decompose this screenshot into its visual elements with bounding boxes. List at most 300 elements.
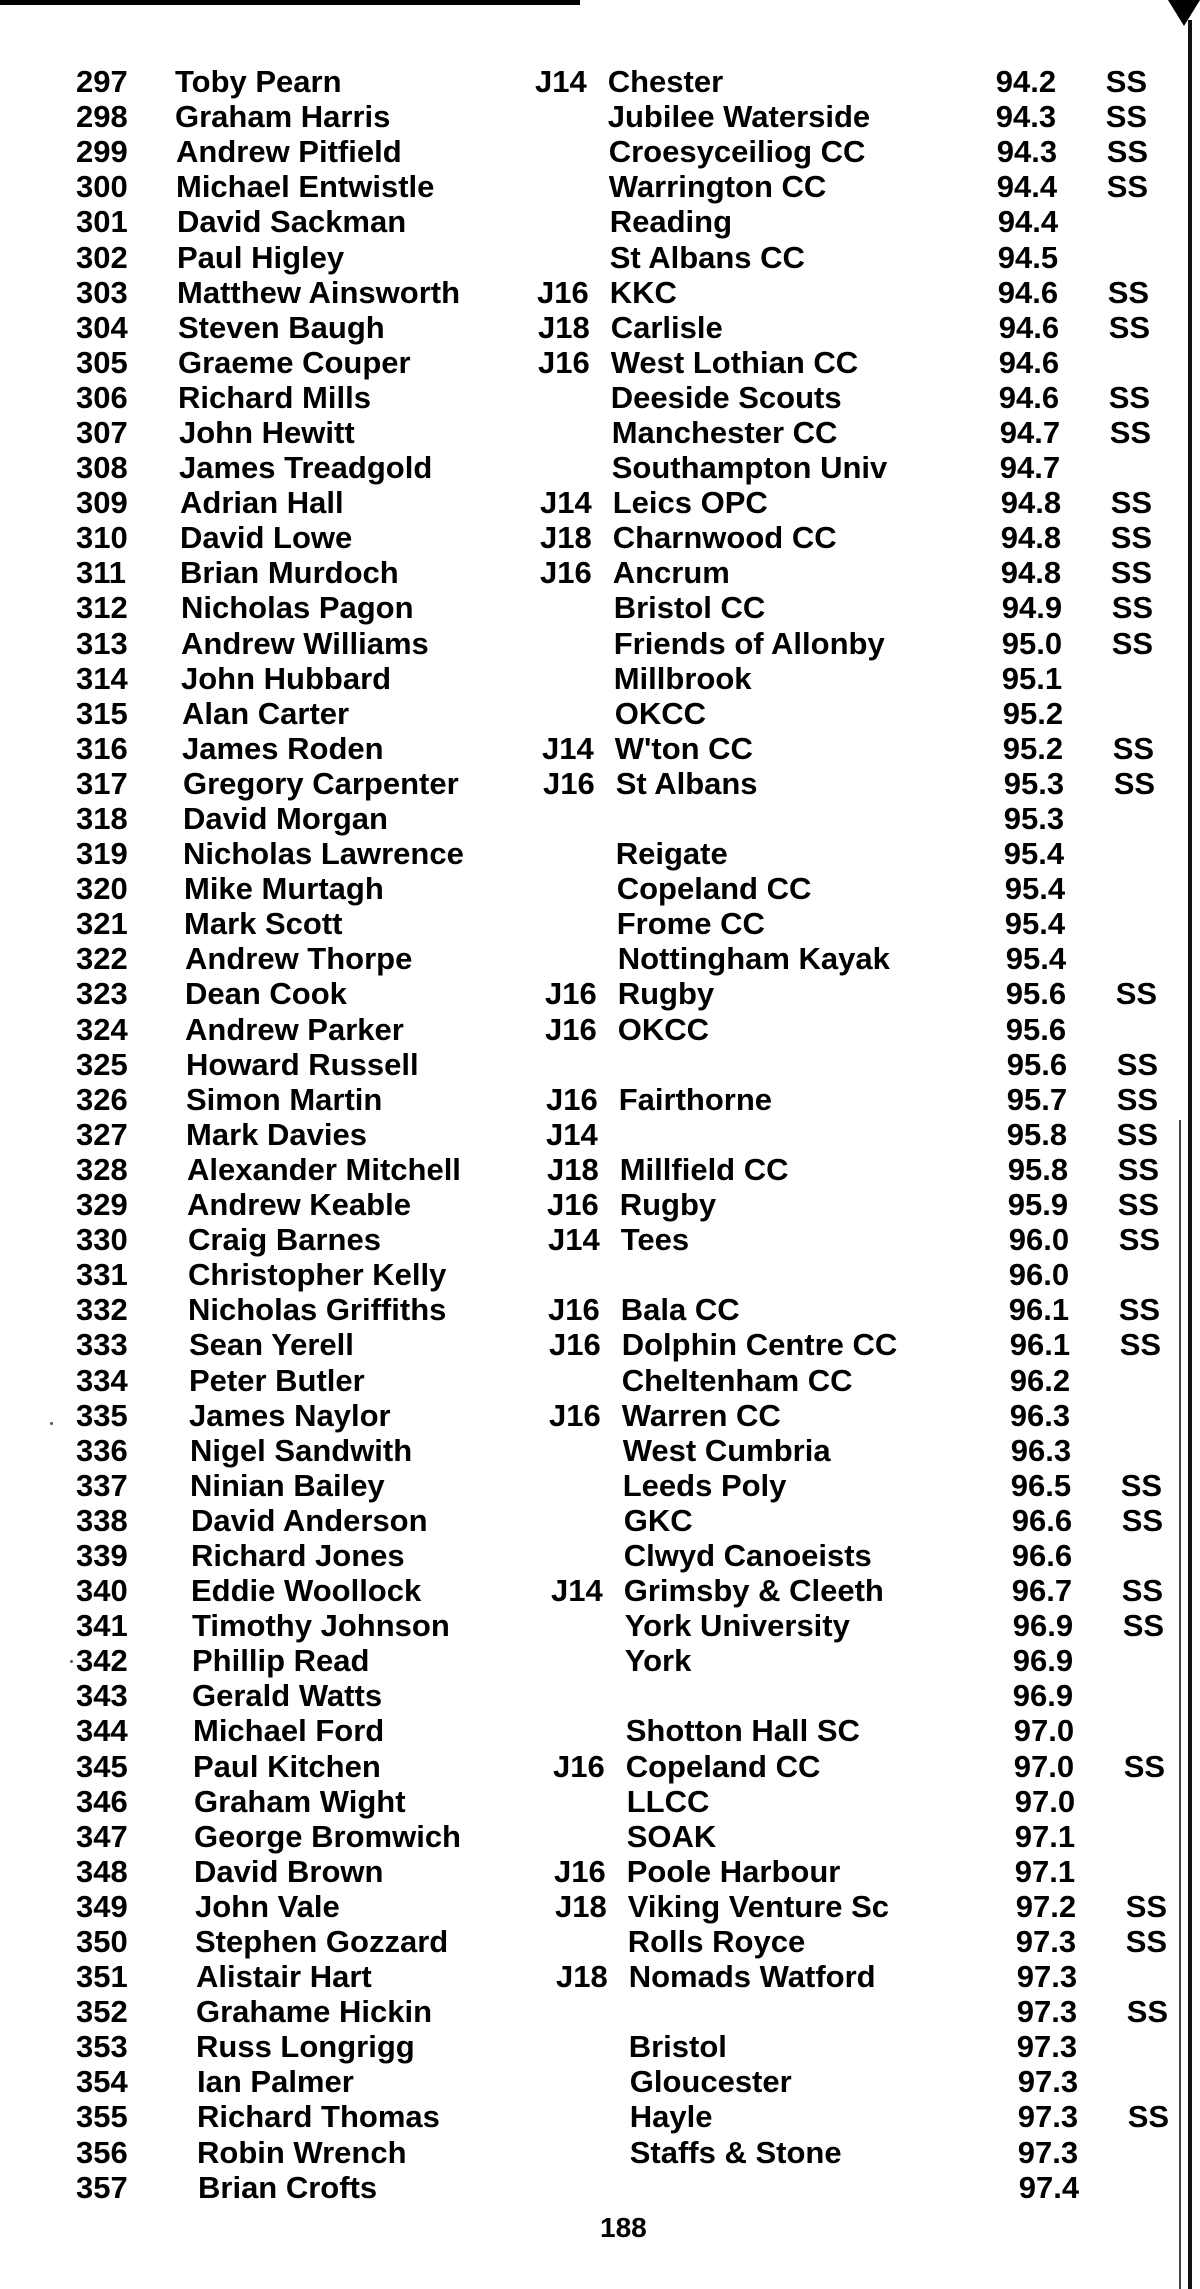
club-cell <box>608 1994 996 2029</box>
competitor-name-cell: Ian Palmer <box>197 2064 354 2100</box>
competitor-name-cell: David Anderson <box>191 1502 428 1538</box>
position-cell: 321 <box>76 906 128 942</box>
table-row <box>0 2135 1176 2170</box>
position-cell: 314 <box>76 660 128 696</box>
table-row <box>0 1117 1176 1152</box>
competitor-name-cell: Robin Wrench <box>197 2134 407 2170</box>
club-cell: Clwyd Canoeists <box>623 1537 872 1573</box>
competitor-name-cell: Graeme Couper <box>178 344 411 380</box>
flag-cell: SS <box>1125 1888 1168 1924</box>
competitor-name-cell: George Bromwich <box>194 1818 461 1854</box>
competitor-name-cell: Christopher Kelly <box>188 1257 447 1293</box>
competitor-name-cell: Mark Davies <box>186 1116 367 1152</box>
time-cell: 96.1 <box>1009 1327 1071 1363</box>
flag-cell: SS <box>1116 1081 1159 1117</box>
club-cell: Reigate <box>615 836 728 872</box>
competitor-name-cell: John Hubbard <box>181 660 392 696</box>
flag-cell <box>1106 1433 1176 1468</box>
class-cell <box>535 1362 608 1397</box>
competitor-name-cell: Andrew Keable <box>187 1187 411 1223</box>
flag-cell: SS <box>1110 485 1153 521</box>
position-cell: 313 <box>76 625 128 661</box>
position-cell: 349 <box>76 1888 128 1924</box>
club-cell: Cheltenham CC <box>621 1362 853 1398</box>
club-cell: Grimsby & Cleeth <box>623 1573 884 1609</box>
position-cell: 309 <box>76 485 128 521</box>
class-cell: J14 <box>535 64 587 100</box>
table-row <box>0 1257 1176 1292</box>
competitor-name-cell: Mike Murtagh <box>184 871 384 907</box>
class-cell <box>535 1678 608 1713</box>
flag-cell <box>1106 2064 1176 2099</box>
club-cell <box>608 2170 996 2205</box>
results-body <box>0 64 1176 2205</box>
position-cell: 337 <box>76 1467 128 1503</box>
club-cell: West Lothian CC <box>610 344 859 380</box>
position-cell: 343 <box>76 1678 128 1714</box>
time-cell: 94.6 <box>998 309 1060 345</box>
position-cell: 327 <box>76 1116 128 1152</box>
flag-cell <box>1106 2135 1176 2170</box>
class-cell: J16 <box>538 344 590 380</box>
table-row <box>0 2064 1176 2099</box>
table-row <box>0 520 1176 555</box>
table-row <box>0 696 1176 731</box>
flag-cell: SS <box>1117 1187 1160 1223</box>
table-row <box>0 2099 1176 2134</box>
time-cell: 95.9 <box>1007 1187 1069 1223</box>
table-row <box>0 1152 1176 1187</box>
flag-cell <box>1106 1713 1176 1748</box>
position-cell: 351 <box>76 1959 128 1995</box>
class-cell: J18 <box>547 1151 599 1187</box>
table-row <box>0 976 1176 1011</box>
time-cell: 94.9 <box>1001 590 1063 626</box>
club-cell <box>608 1047 996 1082</box>
class-cell <box>535 801 608 836</box>
flag-cell <box>1106 696 1176 731</box>
time-cell: 94.6 <box>997 274 1059 310</box>
competitor-name-cell: David Brown <box>194 1853 384 1889</box>
class-cell: J14 <box>540 485 592 521</box>
club-cell <box>608 801 996 836</box>
class-cell: J16 <box>553 1748 605 1784</box>
page-edge-shadow-inner <box>1179 1120 1181 2289</box>
competitor-name-cell: Steven Baugh <box>178 309 385 345</box>
club-cell: Bristol <box>628 2029 727 2065</box>
club-cell: Copeland CC <box>616 871 812 907</box>
flag-cell: SS <box>1108 309 1151 345</box>
time-cell: 95.3 <box>1003 765 1065 801</box>
position-cell: 339 <box>76 1537 128 1573</box>
club-cell: OKCC <box>617 1011 710 1047</box>
club-cell: Millfield CC <box>619 1151 789 1187</box>
competitor-name-cell: James Treadgold <box>179 450 433 486</box>
competitor-name-cell: Craig Barnes <box>188 1222 381 1258</box>
table-row <box>0 1854 1176 1889</box>
class-cell <box>535 1257 608 1292</box>
position-cell: 347 <box>76 1818 128 1854</box>
time-cell: 95.6 <box>1005 1011 1067 1047</box>
table-row <box>0 239 1176 274</box>
position-cell: 303 <box>76 274 128 310</box>
position-cell: 306 <box>76 379 128 415</box>
flag-cell: SS <box>1127 2099 1170 2135</box>
club-cell: Shotton Hall SC <box>625 1713 860 1749</box>
flag-cell: SS <box>1118 1222 1161 1258</box>
competitor-name-cell: Michael Entwistle <box>176 169 435 205</box>
competitor-name-cell: Nicholas Griffiths <box>188 1292 447 1328</box>
flag-cell: SS <box>1120 1467 1163 1503</box>
position-cell: 356 <box>76 2134 128 2170</box>
table-row <box>0 1433 1176 1468</box>
table-row <box>0 2170 1176 2205</box>
flag-cell: SS <box>1125 1924 1168 1960</box>
flag-cell: SS <box>1110 555 1153 591</box>
club-cell <box>608 1678 996 1713</box>
club-cell: York University <box>624 1608 850 1644</box>
table-row <box>0 626 1176 661</box>
competitor-name-cell: Matthew Ainsworth <box>177 274 461 310</box>
flag-cell: SS <box>1121 1502 1164 1538</box>
club-cell: LLCC <box>626 1783 710 1819</box>
club-cell: Chester <box>607 64 724 100</box>
competitor-name-cell: Toby Pearn <box>175 64 342 100</box>
class-cell <box>535 941 608 976</box>
club-cell: Bala CC <box>620 1292 740 1328</box>
class-cell <box>535 380 608 415</box>
flag-cell: SS <box>1116 1046 1159 1082</box>
competitor-name-cell: David Morgan <box>183 801 388 837</box>
table-row <box>0 836 1176 871</box>
time-cell: 95.4 <box>1004 871 1066 907</box>
table-row <box>0 1713 1176 1748</box>
flag-cell <box>1106 2170 1176 2205</box>
flag-cell <box>1106 345 1176 380</box>
position-cell: 332 <box>76 1292 128 1328</box>
club-cell: Leics OPC <box>612 485 768 521</box>
position-cell: 326 <box>76 1081 128 1117</box>
club-cell: Gloucester <box>629 2064 792 2100</box>
flag-cell: SS <box>1126 1994 1169 2030</box>
position-cell: 297 <box>76 64 128 100</box>
competitor-name-cell: Alan Carter <box>182 695 350 731</box>
class-cell: J16 <box>537 274 589 310</box>
class-cell <box>535 134 608 169</box>
time-cell: 96.1 <box>1008 1292 1070 1328</box>
flag-cell <box>1106 836 1176 871</box>
position-cell: 319 <box>76 836 128 872</box>
time-cell: 94.8 <box>1000 555 1062 591</box>
competitor-name-cell: Adrian Hall <box>180 485 344 521</box>
club-cell: Croesyceiliog CC <box>608 134 866 170</box>
class-cell <box>535 169 608 204</box>
class-cell <box>535 450 608 485</box>
competitor-name-cell: Gerald Watts <box>192 1678 383 1714</box>
time-cell: 94.6 <box>998 379 1060 415</box>
time-cell: 94.3 <box>995 99 1057 135</box>
position-cell: 328 <box>76 1151 128 1187</box>
flag-cell <box>1106 1854 1176 1889</box>
position-cell: 352 <box>76 1994 128 2030</box>
class-cell: J16 <box>546 1081 598 1117</box>
club-cell: Ancrum <box>612 555 730 591</box>
position-cell: 330 <box>76 1222 128 1258</box>
class-cell <box>535 1608 608 1643</box>
competitor-name-cell: Andrew Williams <box>181 625 429 661</box>
club-cell: Fairthorne <box>618 1081 773 1117</box>
time-cell: 96.6 <box>1011 1537 1073 1573</box>
competitor-name-cell: Gregory Carpenter <box>183 765 459 801</box>
competitor-name-cell: Peter Butler <box>189 1362 365 1398</box>
club-cell <box>608 1117 996 1152</box>
position-cell: 308 <box>76 450 128 486</box>
competitor-name-cell: Russ Longrigg <box>196 2029 415 2065</box>
club-cell: Staffs & Stone <box>629 2134 842 2170</box>
flag-cell: SS <box>1118 1292 1161 1328</box>
flag-cell: SS <box>1109 414 1152 450</box>
position-cell: 333 <box>76 1327 128 1363</box>
competitor-name-cell: Richard Jones <box>191 1537 405 1573</box>
competitor-name-cell: Eddie Woollock <box>191 1573 422 1609</box>
table-row <box>0 1924 1176 1959</box>
table-row <box>0 380 1176 415</box>
table-row <box>0 1749 1176 1784</box>
class-cell: J14 <box>542 730 594 766</box>
class-cell <box>535 415 608 450</box>
competitor-name-cell: Simon Martin <box>186 1081 383 1117</box>
class-cell <box>535 1538 608 1573</box>
position-cell: 311 <box>76 555 127 591</box>
club-cell: Friends of Allonby <box>613 625 885 661</box>
flag-cell <box>1106 239 1176 274</box>
club-cell: Warren CC <box>621 1397 781 1433</box>
position-cell: 336 <box>76 1432 128 1468</box>
position-cell: 344 <box>76 1713 128 1749</box>
position-cell: 342 <box>76 1643 128 1679</box>
time-cell: 97.3 <box>1016 2029 1078 2065</box>
time-cell: 96.7 <box>1011 1573 1073 1609</box>
club-cell: Hayle <box>629 2099 713 2135</box>
class-cell <box>535 239 608 274</box>
club-cell: Poole Harbour <box>626 1853 841 1889</box>
club-cell: Bristol CC <box>613 590 766 626</box>
table-row <box>0 941 1176 976</box>
time-cell: 94.7 <box>999 414 1061 450</box>
class-cell: J14 <box>548 1222 600 1258</box>
competitor-name-cell: Ninian Bailey <box>190 1467 385 1503</box>
class-cell <box>535 1468 608 1503</box>
club-cell: Leeds Poly <box>622 1467 787 1503</box>
flag-cell <box>1106 661 1176 696</box>
competitor-name-cell: Timothy Johnson <box>192 1608 450 1644</box>
table-row <box>0 1678 1176 1713</box>
class-cell <box>535 590 608 625</box>
club-cell: KKC <box>609 274 677 310</box>
club-cell: St Albans <box>615 765 758 801</box>
class-cell <box>535 2099 608 2134</box>
table-row <box>0 64 1176 99</box>
class-cell: J16 <box>547 1187 599 1223</box>
position-cell: 305 <box>76 344 128 380</box>
competitor-name-cell: Nicholas Lawrence <box>183 836 464 872</box>
club-cell: OKCC <box>614 695 707 731</box>
competitor-name-cell: Graham Harris <box>175 99 391 135</box>
club-cell: Charnwood CC <box>612 520 837 556</box>
club-cell: Deeside Scouts <box>610 379 842 415</box>
time-cell: 94.7 <box>999 450 1061 486</box>
position-cell: 301 <box>76 204 128 240</box>
table-row <box>0 661 1176 696</box>
competitor-name-cell: Brian Crofts <box>198 2169 378 2205</box>
class-cell <box>535 1784 608 1819</box>
table-row <box>0 731 1176 766</box>
time-cell: 97.3 <box>1017 2064 1079 2100</box>
table-row <box>0 1012 1176 1047</box>
position-cell: 323 <box>76 976 128 1012</box>
table-row <box>0 1082 1176 1117</box>
table-row <box>0 766 1176 801</box>
table-row <box>0 99 1176 134</box>
club-cell: Jubilee Waterside <box>607 99 871 135</box>
time-cell: 96.6 <box>1011 1502 1073 1538</box>
club-cell: Viking Venture Sc <box>627 1888 890 1924</box>
club-cell: West Cumbria <box>622 1432 831 1468</box>
class-cell <box>535 1713 608 1748</box>
competitor-name-cell: John Hewitt <box>179 414 355 450</box>
table-row <box>0 801 1176 836</box>
class-cell <box>535 871 608 906</box>
class-cell <box>535 99 608 134</box>
table-row <box>0 1292 1176 1327</box>
class-cell <box>535 1819 608 1854</box>
competitor-name-cell: Richard Mills <box>178 379 371 415</box>
table-row <box>0 555 1176 590</box>
competitor-name-cell: Nicholas Pagon <box>181 590 414 626</box>
club-cell: Tees <box>620 1222 690 1258</box>
position-cell: 348 <box>76 1853 128 1889</box>
flag-cell <box>1106 450 1176 485</box>
time-cell: 97.4 <box>1018 2169 1080 2205</box>
club-cell: Copeland CC <box>625 1748 821 1784</box>
time-cell: 97.0 <box>1013 1713 1075 1749</box>
flag-cell: SS <box>1116 1116 1159 1152</box>
flag-cell <box>1106 1398 1176 1433</box>
club-cell: W'ton CC <box>614 730 753 766</box>
table-row <box>0 1573 1176 1608</box>
competitor-name-cell: James Roden <box>182 730 384 766</box>
class-cell <box>535 1994 608 2029</box>
club-cell <box>608 1257 996 1292</box>
time-cell: 94.8 <box>1000 485 1062 521</box>
table-row <box>0 906 1176 941</box>
competitor-name-cell: Stephen Gozzard <box>195 1924 449 1960</box>
time-cell: 95.4 <box>1004 906 1066 942</box>
time-cell: 95.0 <box>1001 625 1063 661</box>
competitor-name-cell: Andrew Pitfield <box>176 134 402 170</box>
flag-cell <box>1106 204 1176 239</box>
table-row <box>0 1047 1176 1082</box>
flag-cell <box>1106 1784 1176 1819</box>
table-row <box>0 1222 1176 1257</box>
club-cell: Rugby <box>617 976 715 1012</box>
time-cell: 97.3 <box>1016 1959 1078 1995</box>
time-cell: 94.5 <box>997 239 1059 275</box>
page-edge-shadow <box>1188 20 1192 2289</box>
time-cell: 97.2 <box>1015 1888 1077 1924</box>
flag-cell <box>1106 1819 1176 1854</box>
table-row <box>0 590 1176 625</box>
class-cell: J14 <box>551 1573 603 1609</box>
table-row <box>0 1643 1176 1678</box>
table-row <box>0 310 1176 345</box>
flag-cell: SS <box>1117 1151 1160 1187</box>
position-cell: 357 <box>76 2169 128 2205</box>
position-cell: 346 <box>76 1783 128 1819</box>
club-cell: Frome CC <box>616 906 765 942</box>
competitor-name-cell: Alexander Mitchell <box>187 1151 461 1187</box>
flag-cell: SS <box>1113 765 1156 801</box>
results-table <box>0 64 1176 2205</box>
flag-cell <box>1106 1257 1176 1292</box>
position-cell: 355 <box>76 2099 128 2135</box>
table-row <box>0 1538 1176 1573</box>
club-cell: York <box>624 1643 692 1679</box>
class-cell: J16 <box>549 1397 601 1433</box>
competitor-name-cell: Richard Thomas <box>197 2099 440 2135</box>
table-row <box>0 1889 1176 1924</box>
time-cell: 95.4 <box>1005 941 1067 977</box>
position-cell: 331 <box>76 1257 128 1293</box>
flag-cell: SS <box>1105 99 1148 135</box>
class-cell <box>535 661 608 696</box>
class-cell <box>535 626 608 661</box>
flag-cell <box>1106 941 1176 976</box>
time-cell: 96.0 <box>1008 1257 1070 1293</box>
competitor-name-cell: Graham Wight <box>194 1783 406 1819</box>
flag-cell: SS <box>1115 976 1158 1012</box>
flag-cell: SS <box>1111 590 1154 626</box>
position-cell: 312 <box>76 590 128 626</box>
competitor-name-cell: Howard Russell <box>186 1046 419 1082</box>
time-cell: 96.3 <box>1009 1397 1071 1433</box>
club-cell: Rugby <box>619 1187 717 1223</box>
flag-cell: SS <box>1123 1748 1166 1784</box>
flag-cell <box>1106 801 1176 836</box>
table-row <box>0 275 1176 310</box>
position-cell: 317 <box>76 765 128 801</box>
position-cell: 341 <box>76 1608 128 1644</box>
time-cell: 96.9 <box>1012 1608 1074 1644</box>
time-cell: 97.3 <box>1017 2134 1079 2170</box>
position-cell: 334 <box>76 1362 128 1398</box>
table-row <box>0 1959 1176 1994</box>
time-cell: 97.3 <box>1016 1994 1078 2030</box>
position-cell: 316 <box>76 730 128 766</box>
flag-cell <box>1106 1643 1176 1678</box>
table-row <box>0 134 1176 169</box>
table-row <box>0 1819 1176 1854</box>
club-cell: Manchester CC <box>611 414 838 450</box>
flag-cell <box>1106 871 1176 906</box>
table-row <box>0 485 1176 520</box>
club-cell: Rolls Royce <box>627 1924 806 1960</box>
table-row <box>0 1398 1176 1433</box>
flag-cell <box>1106 1538 1176 1573</box>
time-cell: 97.3 <box>1015 1924 1077 1960</box>
top-rule <box>0 0 580 5</box>
flag-cell <box>1106 1012 1176 1047</box>
